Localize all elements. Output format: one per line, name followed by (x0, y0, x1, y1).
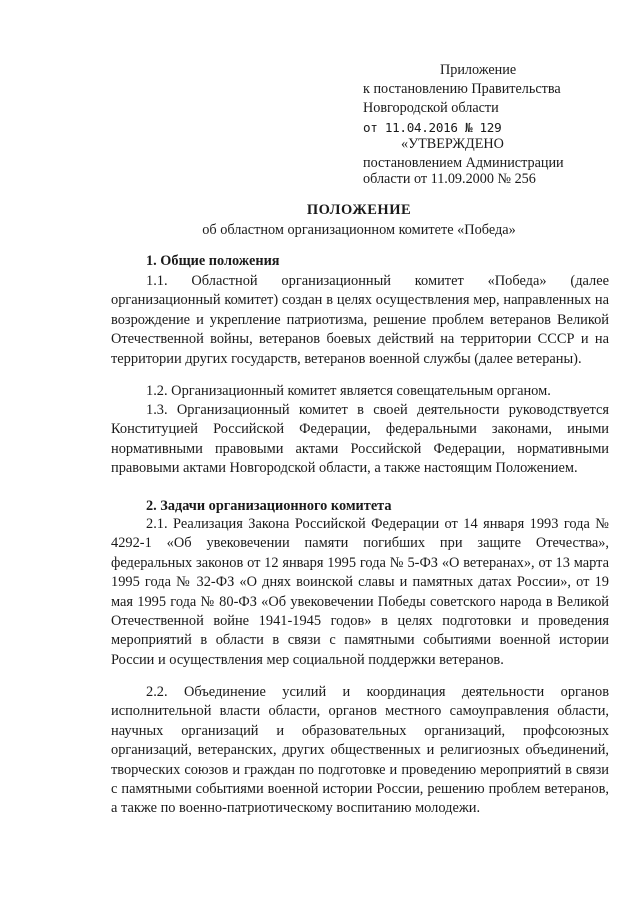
paragraph-2-1: 2.1. Реализация Закона Российской Федерации от 14 января 1993 года № 4292-1 «Об увековечении памяти погибших при защите Отечества», федеральных законов от 12 января 1995 года № 5-ФЗ «О ветеранах», от 13 марта 1995 года № 32-ФЗ «О днях воинской славы и памятных датах России», от 19 мая 1995 года № 80-ФЗ «Об увековечении Победы советского народа в Великой Отечественной войне 1941-1945 годов» в целях подготовки и проведения мероприятий в области в связи с памятными событиями военной истории России и осуществления мер социальной поддержки ветеранов. (111, 516, 609, 668)
section-2-heading: 2. Задачи организационного комитета (146, 498, 392, 514)
approved-by-line: постановлением Администрации (363, 155, 564, 171)
appendix-date-number: от 11.04.2016 № 129 (363, 120, 502, 135)
appendix-label: Приложение (440, 62, 517, 78)
paragraph-1-2: 1.2. Организационный комитет является совещательным органом. (146, 383, 551, 399)
paragraph-1-1: 1.1. Областной организационный комитет «Победа» (далее организационный комитет) создан в целях осуществления мер, направленных на возрождение и укрепление патриотизма, решение проблем ветеранов Великой Отечественной войны, ветеранов боевых действий на территории СССР и на территории других государств, ветеранов военной службы (далее ветераны). (111, 273, 609, 367)
appendix-decree-line: к постановлению Правительства (363, 81, 561, 97)
paragraph-1-3: 1.3. Организационный комитет в своей деятельности руководствуется Конституцией Российской Федерации, федеральными законами, иными нормативными правовыми актами Российской Федерации, нормативными правовыми актами Новгородской области, а также настоящим Положением. (111, 402, 609, 477)
approval-block (363, 135, 564, 187)
approved-date-line: области от 11.09.2000 № 256 (363, 171, 536, 187)
document-subtitle: об областном организационном комитете «Победа» (202, 222, 516, 238)
paragraph-2-2: 2.2. Объединение усилий и координация деятельности органов исполнительной власти области, органов местного самоуправления области, научных организаций и образовательных организаций, профсоюзных организаций, ветеранских, других общественных и религиозных объединений, творческих союзов и граждан по подготовке и проведению мероприятий в связи с памятными событиями военной истории России, решению проблем ветеранов, а также по военно-патриотическому воспитанию молодежи. (111, 684, 609, 817)
document-title: ПОЛОЖЕНИЕ (306, 202, 412, 218)
approved-label: «УТВЕРЖДЕНО (401, 136, 504, 152)
section-1-heading: 1. Общие положения (146, 253, 280, 269)
appendix-stamp (363, 61, 561, 137)
appendix-region-line: Новгородской области (363, 100, 499, 116)
